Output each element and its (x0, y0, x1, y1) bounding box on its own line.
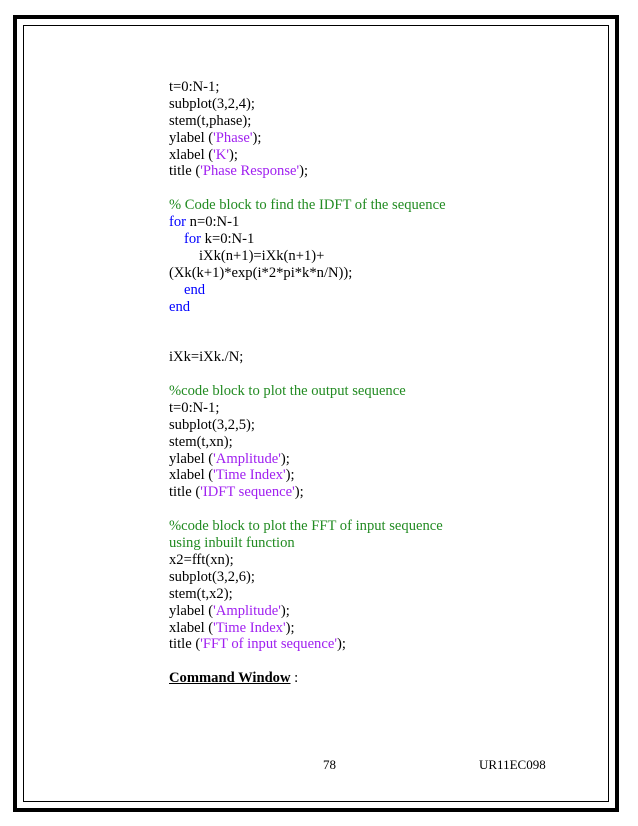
code-line: t=0:N-1; (169, 399, 220, 416)
code-line: (Xk(k+1)*exp(i*2*pi*k*n/N)); (169, 264, 353, 281)
string-literal: 'Amplitude' (213, 602, 281, 619)
string-literal: 'Phase Response' (200, 163, 300, 180)
command-window-heading: Command Window (169, 670, 291, 687)
string-literal: 'Amplitude' (213, 450, 281, 467)
code-line: xlabel ('Time Index'); (169, 619, 295, 636)
code-line: xlabel ('K'); (169, 146, 238, 163)
code-line: xlabel ('Time Index'); (169, 467, 295, 484)
code-line: stem(t,x2); (169, 585, 233, 602)
code-line: subplot(3,2,5); (169, 416, 255, 433)
code-line: ylabel ('Amplitude'); (169, 602, 290, 619)
code-line: x2=fft(xn); (169, 551, 234, 568)
string-literal: 'Phase' (213, 129, 253, 146)
keyword: end (184, 281, 206, 298)
code-line: for n=0:N-1 (169, 214, 240, 231)
code-line: ylabel ('Amplitude'); (169, 450, 290, 467)
code-comment: %code block to plot the FFT of input sequence (169, 518, 443, 535)
code-comment: using inbuilt function (169, 535, 295, 552)
string-literal: 'K' (213, 146, 229, 163)
string-literal: 'Time Index' (213, 619, 286, 636)
keyword: for (169, 214, 187, 231)
code-line: iXk=iXk./N; (169, 349, 244, 366)
string-literal: 'FFT of input sequence' (200, 636, 337, 653)
code-line: ylabel ('Phase'); (169, 129, 262, 146)
code-comment: % Code block to find the IDFT of the sequence (169, 197, 446, 214)
section-heading: Command Window : (169, 670, 299, 687)
code-line: stem(t,xn); (169, 433, 233, 450)
code-line: title ('Phase Response'); (169, 163, 309, 180)
page-number: 78 (323, 757, 336, 772)
code-line: subplot(3,2,4); (169, 95, 255, 112)
keyword: for (184, 231, 202, 248)
registration-number: UR11EC098 (479, 757, 546, 772)
code-line: for k=0:N-1 (184, 231, 255, 248)
code-listing (169, 79, 589, 687)
string-literal: 'IDFT sequence' (200, 484, 295, 501)
code-line: stem(t,phase); (169, 112, 252, 129)
code-line: subplot(3,2,6); (169, 568, 255, 585)
code-line: iXk(n+1)=iXk(n+1)+ (199, 247, 325, 264)
code-line: title ('IDFT sequence'); (169, 484, 304, 501)
keyword: end (169, 298, 191, 315)
string-literal: 'Time Index' (213, 467, 286, 484)
code-line: t=0:N-1; (169, 79, 220, 95)
code-line: title ('FFT of input sequence'); (169, 636, 346, 653)
code-comment: %code block to plot the output sequence (169, 383, 406, 400)
